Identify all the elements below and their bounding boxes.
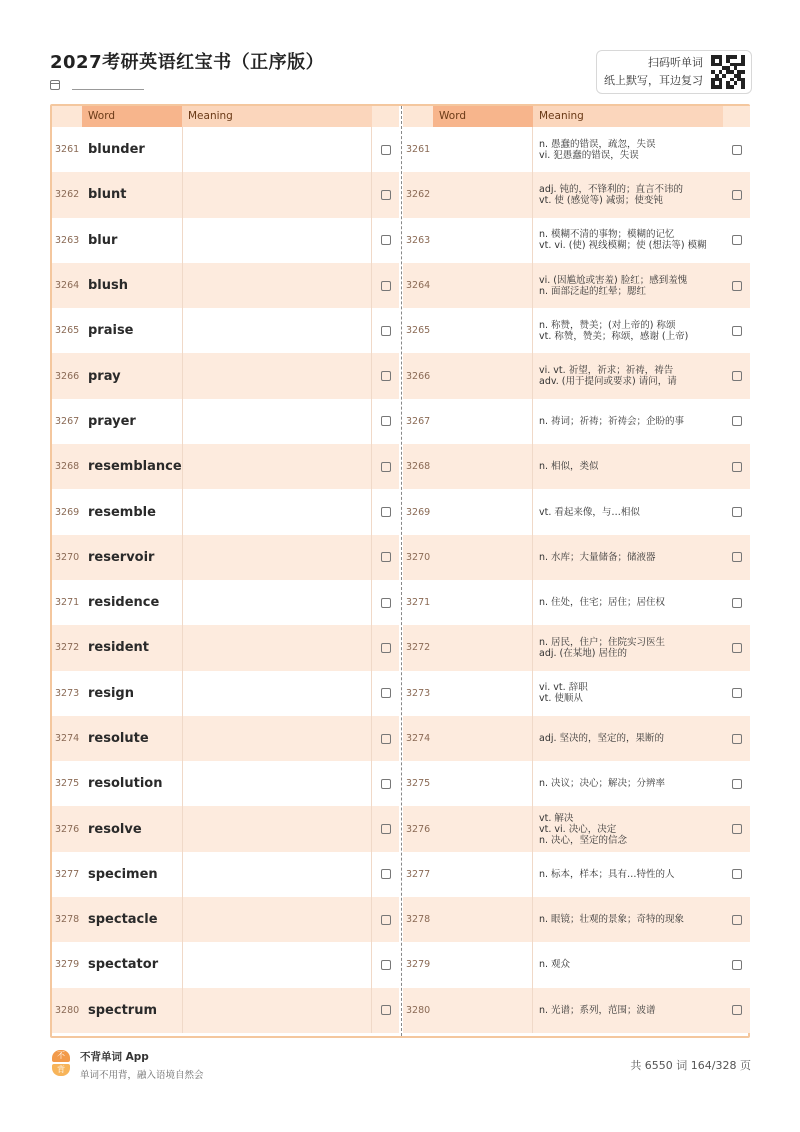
word-number: 3267 bbox=[406, 415, 431, 427]
table-row bbox=[52, 580, 399, 625]
word-number: 3267 bbox=[55, 415, 80, 427]
word-cell: resolute bbox=[88, 731, 149, 746]
logo-top: 不 bbox=[52, 1050, 70, 1062]
checkbox[interactable] bbox=[381, 235, 391, 245]
table-row bbox=[52, 988, 399, 1033]
word-number: 3264 bbox=[406, 280, 431, 292]
table-row bbox=[52, 716, 399, 761]
meaning-blank[interactable] bbox=[182, 716, 372, 761]
checkbox[interactable] bbox=[732, 869, 742, 879]
checkbox[interactable] bbox=[732, 190, 742, 200]
check-cell bbox=[723, 263, 750, 308]
calendar-icon bbox=[50, 80, 60, 90]
checkbox[interactable] bbox=[732, 552, 742, 562]
checkbox[interactable] bbox=[381, 1005, 391, 1015]
word-blank[interactable] bbox=[433, 172, 533, 217]
meaning-line: adj. 钝的，不锋利的；直言不讳的 bbox=[539, 183, 684, 195]
checkbox[interactable] bbox=[732, 960, 742, 970]
word-number: 3277 bbox=[406, 868, 431, 880]
brand-slogan: 单词不用背，融入语境自然会 bbox=[80, 1070, 204, 1081]
word-number: 3262 bbox=[55, 189, 80, 201]
table-row bbox=[52, 127, 399, 172]
meaning-line: n. 观众 bbox=[539, 959, 571, 971]
check-cell bbox=[372, 535, 399, 580]
table-row bbox=[403, 353, 750, 398]
word-blank[interactable] bbox=[433, 580, 533, 625]
meaning-cell bbox=[533, 988, 723, 1033]
check-cell bbox=[723, 716, 750, 761]
word-number: 3268 bbox=[406, 461, 431, 473]
table-row bbox=[52, 671, 399, 716]
check-cell bbox=[723, 172, 750, 217]
header-word: Word bbox=[82, 106, 182, 127]
table-row bbox=[52, 806, 399, 851]
check-cell bbox=[723, 218, 750, 263]
checkbox[interactable] bbox=[381, 416, 391, 426]
check-cell bbox=[372, 671, 399, 716]
date-row bbox=[50, 80, 144, 90]
table-row bbox=[403, 716, 750, 761]
meaning-line: vt. 解决 bbox=[539, 812, 574, 824]
qr-panel bbox=[596, 50, 752, 94]
meaning-blank[interactable] bbox=[182, 897, 372, 942]
word-cell: praise bbox=[88, 323, 134, 339]
word-blank[interactable] bbox=[433, 308, 533, 353]
meaning-line: n. 决心，坚定的信念 bbox=[539, 834, 628, 846]
meaning-blank[interactable] bbox=[182, 761, 372, 806]
vocab-sheet bbox=[50, 104, 750, 1038]
meaning-cell bbox=[533, 489, 723, 534]
meaning-blank[interactable] bbox=[182, 399, 372, 444]
checkbox[interactable] bbox=[381, 915, 391, 925]
checkbox[interactable] bbox=[732, 734, 742, 744]
word-cell: resident bbox=[88, 640, 150, 656]
meaning-line: vi. vt. 祈望，祈求；祈祷，祷告 bbox=[539, 365, 674, 377]
word-blank[interactable] bbox=[433, 806, 533, 851]
word-column bbox=[52, 106, 399, 1033]
word-number: 3278 bbox=[406, 914, 431, 926]
fold-divider bbox=[401, 106, 402, 1036]
word-number: 3263 bbox=[55, 234, 80, 246]
checkbox[interactable] bbox=[381, 960, 391, 970]
meaning-line: vi. vt. 辞职 bbox=[539, 682, 588, 694]
checkbox[interactable] bbox=[381, 145, 391, 155]
word-number: 3271 bbox=[55, 597, 80, 609]
table-row bbox=[403, 444, 750, 489]
meaning-line: n. 称赞，赞美；(对上帝的) 称颂 bbox=[539, 319, 676, 331]
word-blank[interactable] bbox=[433, 535, 533, 580]
check-cell bbox=[723, 127, 750, 172]
word-number: 3280 bbox=[55, 1004, 80, 1016]
meaning-line: n. 面部泛起的红晕；腮红 bbox=[539, 285, 647, 297]
table-row bbox=[403, 671, 750, 716]
word-cell: spectator bbox=[88, 957, 159, 973]
word-cell: spectrum bbox=[88, 1002, 157, 1018]
word-number: 3276 bbox=[406, 823, 431, 835]
meaning-line: n. 眼镜；壮观的景象；奇特的现象 bbox=[539, 914, 685, 926]
page-info: 共 6550 词 164/328 页 bbox=[630, 1059, 751, 1072]
table-row bbox=[52, 535, 399, 580]
meaning-cell bbox=[533, 444, 723, 489]
meaning-line: n. 住处，住宅；居住；居住权 bbox=[539, 597, 666, 609]
check-cell bbox=[372, 761, 399, 806]
brand-name: 不背单词 App bbox=[80, 1051, 149, 1063]
word-number: 3263 bbox=[406, 234, 431, 246]
check-cell bbox=[372, 353, 399, 398]
checkbox[interactable] bbox=[381, 326, 391, 336]
header-meaning: Meaning bbox=[533, 106, 723, 127]
word-number: 3266 bbox=[55, 370, 80, 382]
word-cell: spectacle bbox=[88, 912, 158, 928]
meaning-cell bbox=[533, 897, 723, 942]
word-blank[interactable] bbox=[433, 625, 533, 670]
meaning-line: n. 水库；大量储备；储液器 bbox=[539, 551, 656, 563]
checkbox[interactable] bbox=[732, 145, 742, 155]
meaning-blank[interactable] bbox=[182, 489, 372, 534]
meaning-column bbox=[403, 106, 750, 1033]
check-cell bbox=[372, 172, 399, 217]
table-row bbox=[403, 218, 750, 263]
table-row bbox=[52, 172, 399, 217]
checkbox[interactable] bbox=[381, 190, 391, 200]
table-row bbox=[403, 172, 750, 217]
word-number: 3270 bbox=[406, 551, 431, 563]
word-blank[interactable] bbox=[433, 897, 533, 942]
checkbox[interactable] bbox=[381, 507, 391, 517]
word-number: 3265 bbox=[406, 325, 431, 337]
check-cell bbox=[723, 671, 750, 716]
table-row bbox=[403, 127, 750, 172]
word-blank[interactable] bbox=[433, 716, 533, 761]
page-title: 2027考研英语红宝书（正序版） bbox=[50, 52, 325, 73]
date-field[interactable] bbox=[72, 80, 144, 90]
meaning-blank[interactable] bbox=[182, 806, 372, 851]
meaning-cell bbox=[533, 671, 723, 716]
app-logo bbox=[52, 1050, 72, 1076]
logo-bottom: 背 bbox=[52, 1064, 70, 1076]
checkbox[interactable] bbox=[732, 824, 742, 834]
word-blank[interactable] bbox=[433, 761, 533, 806]
checkbox[interactable] bbox=[381, 869, 391, 879]
table-row bbox=[52, 218, 399, 263]
table-row bbox=[52, 852, 399, 897]
meaning-cell bbox=[533, 942, 723, 987]
check-cell bbox=[372, 127, 399, 172]
meaning-blank[interactable] bbox=[182, 942, 372, 987]
word-cell: pray bbox=[88, 368, 121, 384]
check-cell bbox=[723, 399, 750, 444]
word-number: 3278 bbox=[55, 914, 80, 926]
word-number: 3262 bbox=[406, 189, 431, 201]
table-row bbox=[403, 806, 750, 851]
checkbox[interactable] bbox=[732, 779, 742, 789]
meaning-cell bbox=[533, 716, 723, 761]
meaning-line: vi. 犯愚蠢的错误，失误 bbox=[539, 149, 639, 161]
meaning-cell bbox=[533, 535, 723, 580]
meaning-blank[interactable] bbox=[182, 353, 372, 398]
table-row bbox=[403, 942, 750, 987]
table-row bbox=[52, 399, 399, 444]
meaning-blank[interactable] bbox=[182, 263, 372, 308]
check-cell bbox=[372, 625, 399, 670]
table-row bbox=[403, 263, 750, 308]
check-cell bbox=[723, 444, 750, 489]
meaning-line: vt. vi. 决心，决定 bbox=[539, 823, 617, 835]
meaning-line: vt. 看起来像，与…相似 bbox=[539, 506, 640, 518]
meaning-line: adv. (用于提问或要求) 请问，请 bbox=[539, 376, 677, 388]
check-cell bbox=[372, 444, 399, 489]
meaning-cell bbox=[533, 806, 723, 851]
table-row bbox=[403, 897, 750, 942]
check-cell bbox=[723, 353, 750, 398]
qr-line-2: 纸上默写，耳边复习 bbox=[604, 74, 703, 87]
word-number: 3273 bbox=[55, 687, 80, 699]
word-cell: blush bbox=[88, 278, 129, 294]
meaning-line: n. 祷词；祈祷；祈祷会；企盼的事 bbox=[539, 415, 685, 427]
word-blank[interactable] bbox=[433, 127, 533, 172]
checkbox[interactable] bbox=[381, 598, 391, 608]
meaning-blank[interactable] bbox=[182, 535, 372, 580]
table-row bbox=[403, 625, 750, 670]
table-row bbox=[403, 580, 750, 625]
meaning-line: n. 相似，类似 bbox=[539, 461, 599, 473]
table-row bbox=[403, 399, 750, 444]
table-row bbox=[403, 988, 750, 1033]
word-blank[interactable] bbox=[433, 671, 533, 716]
meaning-blank[interactable] bbox=[182, 444, 372, 489]
check-cell bbox=[723, 308, 750, 353]
checkbox[interactable] bbox=[732, 416, 742, 426]
check-cell bbox=[372, 218, 399, 263]
word-number: 3269 bbox=[55, 506, 80, 518]
checkbox[interactable] bbox=[732, 1005, 742, 1015]
word-blank[interactable] bbox=[433, 489, 533, 534]
meaning-line: vt. vi. (使) 视线模糊；使 (想法等) 模糊 bbox=[539, 240, 707, 252]
word-number: 3270 bbox=[55, 551, 80, 563]
word-number: 3266 bbox=[406, 370, 431, 382]
check-cell bbox=[372, 263, 399, 308]
meaning-cell bbox=[533, 580, 723, 625]
meaning-line: n. 居民，住户；住院实习医生 bbox=[539, 636, 666, 648]
word-blank[interactable] bbox=[433, 353, 533, 398]
meaning-line: n. 愚蠢的错误，疏忽，失误 bbox=[539, 138, 656, 150]
checkbox[interactable] bbox=[381, 824, 391, 834]
table-header bbox=[52, 106, 399, 127]
meaning-cell bbox=[533, 761, 723, 806]
table-row bbox=[403, 852, 750, 897]
checkbox[interactable] bbox=[732, 462, 742, 472]
table-row bbox=[403, 761, 750, 806]
meaning-blank[interactable] bbox=[182, 988, 372, 1033]
table-row bbox=[52, 625, 399, 670]
meaning-blank[interactable] bbox=[182, 671, 372, 716]
checkbox[interactable] bbox=[381, 281, 391, 291]
check-cell bbox=[723, 761, 750, 806]
word-number: 3269 bbox=[406, 506, 431, 518]
check-cell bbox=[372, 897, 399, 942]
meaning-cell bbox=[533, 263, 723, 308]
checkbox[interactable] bbox=[732, 281, 742, 291]
word-cell: blunder bbox=[88, 142, 145, 158]
check-cell bbox=[723, 625, 750, 670]
meaning-line: n. 光谱；系列，范围；波谱 bbox=[539, 1004, 656, 1016]
word-cell: resolve bbox=[88, 821, 142, 837]
meaning-blank[interactable] bbox=[182, 127, 372, 172]
word-number: 3273 bbox=[406, 687, 431, 699]
word-cell: resolution bbox=[88, 776, 163, 792]
checkbox[interactable] bbox=[732, 326, 742, 336]
check-cell bbox=[372, 308, 399, 353]
word-number: 3279 bbox=[406, 959, 431, 971]
table-row bbox=[52, 489, 399, 534]
table-row bbox=[403, 489, 750, 534]
word-number: 3261 bbox=[55, 144, 80, 156]
table-row bbox=[52, 353, 399, 398]
meaning-blank[interactable] bbox=[182, 172, 372, 217]
word-number: 3275 bbox=[406, 778, 431, 790]
table-header bbox=[403, 106, 750, 127]
table-row bbox=[52, 308, 399, 353]
header-meaning: Meaning bbox=[182, 106, 372, 127]
word-cell: resign bbox=[88, 685, 134, 701]
table-row bbox=[52, 263, 399, 308]
word-number: 3274 bbox=[55, 733, 80, 744]
word-number: 3274 bbox=[406, 733, 431, 744]
word-number: 3280 bbox=[406, 1004, 431, 1016]
word-blank[interactable] bbox=[433, 942, 533, 987]
checkbox[interactable] bbox=[732, 915, 742, 925]
word-number: 3272 bbox=[55, 642, 80, 654]
word-blank[interactable] bbox=[433, 218, 533, 263]
table-row bbox=[52, 897, 399, 942]
meaning-cell bbox=[533, 399, 723, 444]
checkbox[interactable] bbox=[381, 371, 391, 381]
meaning-cell bbox=[533, 127, 723, 172]
word-cell: specimen bbox=[88, 866, 158, 882]
checkbox[interactable] bbox=[381, 462, 391, 472]
meaning-blank[interactable] bbox=[182, 852, 372, 897]
check-cell bbox=[372, 580, 399, 625]
meaning-line: n. 标本，样本；具有…特性的人 bbox=[539, 868, 675, 880]
meaning-cell bbox=[533, 218, 723, 263]
checkbox[interactable] bbox=[381, 779, 391, 789]
checkbox[interactable] bbox=[732, 507, 742, 517]
word-number: 3277 bbox=[55, 868, 80, 880]
meaning-blank[interactable] bbox=[182, 308, 372, 353]
meaning-line: n. 决议；决心；解决；分辨率 bbox=[539, 778, 666, 790]
word-number: 3272 bbox=[406, 642, 431, 654]
word-number: 3268 bbox=[55, 461, 80, 473]
meaning-line: vt. 称赞，赞美；称颂，感谢 (上帝) bbox=[539, 330, 689, 342]
meaning-line: adj. (在某地) 居住的 bbox=[539, 647, 627, 659]
word-number: 3275 bbox=[55, 778, 80, 790]
word-cell: prayer bbox=[88, 413, 136, 429]
meaning-line: vi. (因尴尬或害羞) 脸红；感到羞愧 bbox=[539, 274, 688, 286]
word-blank[interactable] bbox=[433, 852, 533, 897]
word-cell: residence bbox=[88, 595, 160, 611]
word-number: 3279 bbox=[55, 959, 80, 971]
header-word: Word bbox=[433, 106, 533, 127]
word-blank[interactable] bbox=[433, 263, 533, 308]
checkbox[interactable] bbox=[381, 552, 391, 562]
meaning-line: n. 模糊不清的事物；模糊的记忆 bbox=[539, 229, 675, 241]
meaning-blank[interactable] bbox=[182, 625, 372, 670]
word-number: 3271 bbox=[406, 597, 431, 609]
meaning-cell bbox=[533, 625, 723, 670]
brand bbox=[80, 1049, 204, 1081]
check-cell bbox=[372, 716, 399, 761]
check-cell bbox=[723, 806, 750, 851]
check-cell bbox=[372, 489, 399, 534]
checkbox[interactable] bbox=[732, 235, 742, 245]
check-cell bbox=[372, 942, 399, 987]
word-cell: resemble bbox=[88, 504, 156, 520]
table-row bbox=[52, 444, 399, 489]
word-cell: blunt bbox=[88, 187, 127, 203]
check-cell bbox=[372, 852, 399, 897]
meaning-cell bbox=[533, 308, 723, 353]
meaning-blank[interactable] bbox=[182, 218, 372, 263]
word-blank[interactable] bbox=[433, 988, 533, 1033]
table-row bbox=[52, 761, 399, 806]
qr-text bbox=[604, 54, 703, 90]
checkbox[interactable] bbox=[381, 734, 391, 744]
checkbox[interactable] bbox=[732, 598, 742, 608]
meaning-cell bbox=[533, 852, 723, 897]
checkbox[interactable] bbox=[381, 688, 391, 698]
check-cell bbox=[372, 399, 399, 444]
check-cell bbox=[723, 580, 750, 625]
meaning-cell bbox=[533, 353, 723, 398]
word-blank[interactable] bbox=[433, 444, 533, 489]
meaning-line: vt. 使顺从 bbox=[539, 693, 583, 705]
meaning-cell bbox=[533, 172, 723, 217]
checkbox[interactable] bbox=[381, 643, 391, 653]
word-number: 3261 bbox=[406, 144, 431, 156]
checkbox[interactable] bbox=[732, 371, 742, 381]
meaning-blank[interactable] bbox=[182, 580, 372, 625]
check-cell bbox=[723, 535, 750, 580]
word-number: 3265 bbox=[55, 325, 80, 337]
word-cell: blur bbox=[88, 232, 118, 248]
meaning-line: vt. 使 (感觉等) 减弱；使变钝 bbox=[539, 194, 663, 206]
meaning-line: adj. 坚决的，坚定的，果断的 bbox=[539, 733, 665, 744]
qr-line-1: 扫码听单词 bbox=[648, 56, 703, 69]
checkbox[interactable] bbox=[732, 643, 742, 653]
check-cell bbox=[723, 897, 750, 942]
checkbox[interactable] bbox=[732, 688, 742, 698]
table-row bbox=[403, 535, 750, 580]
table-row bbox=[403, 308, 750, 353]
word-number: 3264 bbox=[55, 280, 80, 292]
table-row bbox=[52, 942, 399, 987]
check-cell bbox=[372, 988, 399, 1033]
check-cell bbox=[723, 489, 750, 534]
check-cell bbox=[723, 942, 750, 987]
word-cell: reservoir bbox=[88, 549, 155, 565]
check-cell bbox=[723, 988, 750, 1033]
check-cell bbox=[372, 806, 399, 851]
word-blank[interactable] bbox=[433, 399, 533, 444]
word-number: 3276 bbox=[55, 823, 80, 835]
check-cell bbox=[723, 852, 750, 897]
qr-code-icon[interactable] bbox=[711, 55, 745, 89]
word-cell: resemblance bbox=[88, 459, 182, 475]
